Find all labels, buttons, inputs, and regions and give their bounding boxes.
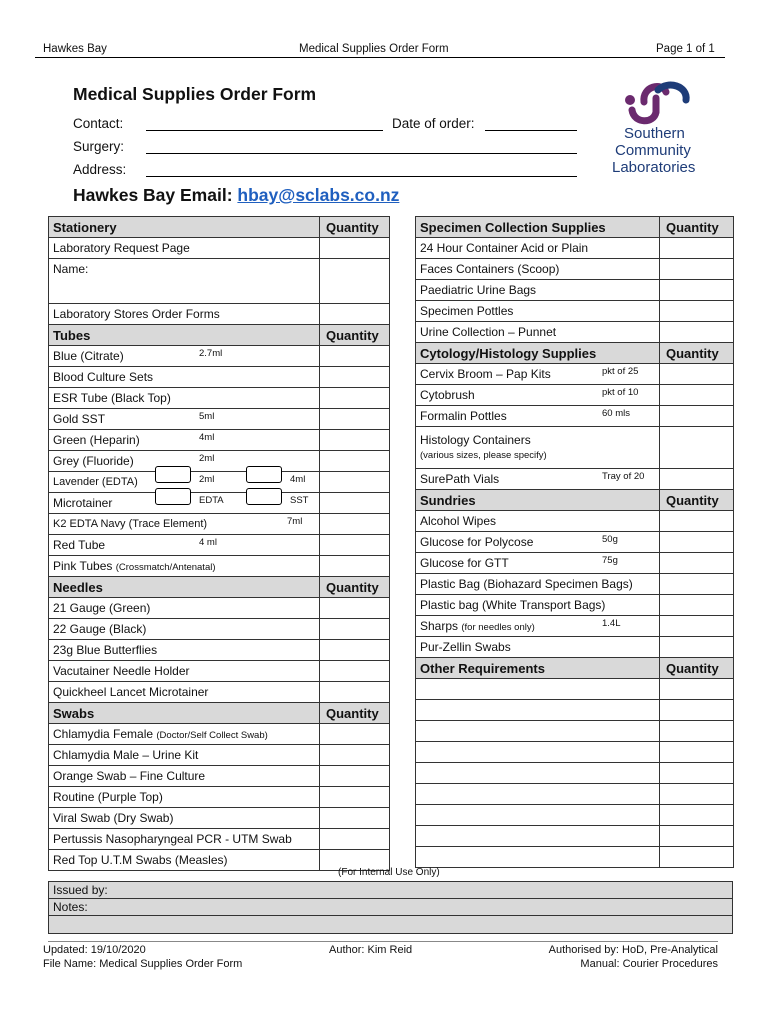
lavender-2ml-checkbox[interactable] xyxy=(155,466,191,483)
contact-label: Contact: xyxy=(73,116,124,131)
microtainer-edta-checkbox[interactable] xyxy=(155,488,191,505)
qty-input[interactable] xyxy=(660,280,734,301)
item-name: Name: xyxy=(49,259,320,304)
section-swabs: Swabs xyxy=(49,703,320,724)
item-swab: Red Top U.T.M Swabs (Measles) xyxy=(49,850,320,871)
qty-input[interactable] xyxy=(320,493,390,514)
quantity-header: Quantity xyxy=(660,217,734,238)
qty-input[interactable] xyxy=(320,619,390,640)
qty-input[interactable] xyxy=(660,532,734,553)
notes-field[interactable] xyxy=(48,899,733,916)
form-title: Medical Supplies Order Form xyxy=(73,84,317,104)
item-swab: Pertussis Nasopharyngeal PCR - UTM Swab xyxy=(49,829,320,850)
item-wipes: Alcohol Wipes xyxy=(416,511,660,532)
footer-left xyxy=(43,944,242,971)
email-label: Hawkes Bay Email: xyxy=(73,185,233,205)
item-specimen: Specimen Pottles xyxy=(416,301,660,322)
qty-input[interactable] xyxy=(660,574,734,595)
qty-input[interactable] xyxy=(320,745,390,766)
quantity-header: Quantity xyxy=(320,577,390,598)
qty-input[interactable] xyxy=(660,385,734,406)
logo-text xyxy=(612,125,695,176)
logo-mark-icon xyxy=(622,80,692,126)
item-histology xyxy=(416,427,660,469)
item-label: Green (Heparin) xyxy=(53,433,140,447)
qty-input[interactable] xyxy=(320,472,390,493)
item-label: Lavender (EDTA) xyxy=(53,476,138,488)
item-needle: 22 Gauge (Black) xyxy=(49,619,320,640)
notes-label: Notes: xyxy=(53,900,88,914)
item-culture: Blood Culture Sets xyxy=(49,367,320,388)
qty-input[interactable] xyxy=(660,553,734,574)
qty-input[interactable] xyxy=(660,637,734,658)
qty-input[interactable] xyxy=(320,766,390,787)
item-sub: (Crossmatch/Antenatal) xyxy=(115,562,216,573)
item-sub: (Doctor/Self Collect Swab) xyxy=(156,730,268,741)
item-note: 5ml xyxy=(199,411,215,422)
left-order-table xyxy=(48,216,390,871)
item-note: 2.7ml xyxy=(199,348,223,359)
qty-input[interactable] xyxy=(660,322,734,343)
item-needle: Quickheel Lancet Microtainer xyxy=(49,682,320,703)
qty-input[interactable] xyxy=(320,724,390,745)
item-formalin xyxy=(416,406,660,427)
item-note: 2ml xyxy=(199,453,215,464)
section-needles: Needles xyxy=(49,577,320,598)
item-note: SST xyxy=(290,495,309,506)
item-label: Cervix Broom – Pap Kits xyxy=(420,367,551,381)
quantity-header: Quantity xyxy=(320,217,390,238)
qty-input[interactable] xyxy=(660,742,734,763)
footer-author: Author: Kim Reid xyxy=(329,944,413,956)
internal-caption: (For Internal Use Only) xyxy=(338,867,440,878)
qty-input[interactable] xyxy=(660,616,734,637)
other-row[interactable] xyxy=(416,721,660,742)
item-note: 4ml xyxy=(199,432,215,443)
section-stationery: Stationery xyxy=(49,217,320,238)
qty-input[interactable] xyxy=(320,787,390,808)
item-label: Formalin Pottles xyxy=(420,409,507,423)
item-note: 7ml xyxy=(287,516,303,527)
issued-by-field[interactable] xyxy=(48,881,733,899)
qty-input[interactable] xyxy=(320,535,390,556)
qty-input[interactable] xyxy=(320,556,390,577)
item-note: 1.4L xyxy=(602,618,621,629)
quantity-header: Quantity xyxy=(660,490,734,511)
item-green xyxy=(49,430,320,451)
other-row[interactable] xyxy=(416,763,660,784)
email-row xyxy=(73,185,399,206)
qty-input[interactable] xyxy=(660,427,734,469)
qty-input[interactable] xyxy=(320,367,390,388)
logo-line-2: Community xyxy=(615,142,691,159)
surgery-field[interactable] xyxy=(146,153,577,154)
other-row[interactable] xyxy=(416,700,660,721)
email-link[interactable]: hbay@sclabs.co.nz xyxy=(237,185,400,205)
item-gold xyxy=(49,409,320,430)
item-sharps xyxy=(416,616,660,637)
qty-input[interactable] xyxy=(660,238,734,259)
section-sundries: Sundries xyxy=(416,490,660,511)
item-label: K2 EDTA Navy (Trace Element) xyxy=(53,518,208,530)
qty-input[interactable] xyxy=(660,721,734,742)
item-sub: (various sizes, please specify) xyxy=(420,449,547,461)
item-note: 4ml xyxy=(290,474,306,485)
item-note: 2ml xyxy=(199,474,215,485)
item-label: Glucose for Polycose xyxy=(420,535,534,549)
logo-line-3: Laboratories xyxy=(612,159,696,176)
microtainer-sst-checkbox[interactable] xyxy=(246,488,282,505)
quantity-header: Quantity xyxy=(320,703,390,724)
quantity-header: Quantity xyxy=(660,658,734,679)
notes-extra[interactable] xyxy=(48,916,733,934)
qty-input[interactable] xyxy=(660,469,734,490)
qty-input[interactable] xyxy=(320,661,390,682)
right-order-table xyxy=(415,216,734,868)
section-other: Other Requirements xyxy=(416,658,660,679)
footer-right xyxy=(549,944,718,971)
item-surepath xyxy=(416,469,660,490)
qty-input[interactable] xyxy=(320,682,390,703)
item-note: EDTA xyxy=(199,495,224,506)
item-chlamydia-female xyxy=(49,724,320,745)
item-gtt xyxy=(416,553,660,574)
footer-updated: Updated: 19/10/2020 xyxy=(43,944,146,956)
header-center: Medical Supplies Order Form xyxy=(299,43,449,55)
qty-input[interactable] xyxy=(320,430,390,451)
qty-input[interactable] xyxy=(320,598,390,619)
qty-input[interactable] xyxy=(660,364,734,385)
item-broom xyxy=(416,364,660,385)
other-row[interactable] xyxy=(416,742,660,763)
qty-input[interactable] xyxy=(660,805,734,826)
quantity-header: Quantity xyxy=(660,343,734,364)
qty-input[interactable] xyxy=(660,679,734,700)
item-label: Red Tube xyxy=(53,538,106,552)
other-row[interactable] xyxy=(416,805,660,826)
item-label: Glucose for GTT xyxy=(420,556,509,570)
quantity-header: Quantity xyxy=(320,325,390,346)
qty-input[interactable] xyxy=(660,700,734,721)
qty-input[interactable] xyxy=(660,763,734,784)
qty-input[interactable] xyxy=(320,451,390,472)
qty-input[interactable] xyxy=(660,511,734,532)
qty-input[interactable] xyxy=(660,847,734,868)
qty-input[interactable] xyxy=(660,595,734,616)
item-red xyxy=(49,535,320,556)
footer-file: File Name: Medical Supplies Order Form xyxy=(43,957,243,970)
item-specimen: Faces Containers (Scoop) xyxy=(416,259,660,280)
item-stores-forms: Laboratory Stores Order Forms xyxy=(49,304,320,325)
item-swab: Chlamydia Male – Urine Kit xyxy=(49,745,320,766)
item-cytobrush xyxy=(416,385,660,406)
item-sub: (for needles only) xyxy=(461,622,535,633)
item-swab: Viral Swab (Dry Swab) xyxy=(49,808,320,829)
item-specimen: Urine Collection – Punnet xyxy=(416,322,660,343)
qty-input[interactable] xyxy=(320,829,390,850)
qty-input[interactable] xyxy=(660,784,734,805)
other-row[interactable] xyxy=(416,826,660,847)
item-pink xyxy=(49,556,320,577)
item-note: pkt of 10 xyxy=(602,387,639,398)
contact-field[interactable] xyxy=(146,130,383,131)
qty-input[interactable] xyxy=(320,346,390,367)
date-label: Date of order: xyxy=(392,116,475,131)
issued-by-label: Issued by: xyxy=(53,883,108,897)
item-note: pkt of 25 xyxy=(602,366,639,377)
item-label: Chlamydia Female xyxy=(53,727,154,741)
lavender-4ml-checkbox[interactable] xyxy=(246,466,282,483)
section-cytology: Cytology/Histology Supplies xyxy=(416,343,660,364)
item-polycose xyxy=(416,532,660,553)
qty-input[interactable] xyxy=(660,301,734,322)
item-label: Sharps xyxy=(420,619,459,633)
other-row[interactable] xyxy=(416,847,660,868)
item-note: 75g xyxy=(602,555,618,566)
qty-input[interactable] xyxy=(660,406,734,427)
item-label: Microtainer xyxy=(53,496,113,510)
item-transport: Plastic bag (White Transport Bags) xyxy=(416,595,660,616)
item-zellin: Pur-Zellin Swabs xyxy=(416,637,660,658)
item-blue xyxy=(49,346,320,367)
qty-input[interactable] xyxy=(320,238,390,259)
section-tubes: Tubes xyxy=(49,325,320,346)
item-note: 50g xyxy=(602,534,618,545)
item-biohazard: Plastic Bag (Biohazard Specimen Bags) xyxy=(416,574,660,595)
item-label: Histology Containers xyxy=(420,432,531,447)
qty-input[interactable] xyxy=(320,388,390,409)
item-needle: 21 Gauge (Green) xyxy=(49,598,320,619)
other-row[interactable] xyxy=(416,784,660,805)
item-note: Tray of 20 xyxy=(602,471,645,482)
item-label: SurePath Vials xyxy=(420,472,500,486)
qty-input[interactable] xyxy=(320,640,390,661)
item-needle: Vacutainer Needle Holder xyxy=(49,661,320,682)
logo-line-1: Southern xyxy=(624,125,685,142)
qty-input[interactable] xyxy=(320,409,390,430)
item-label: Grey (Fluoride) xyxy=(53,454,134,468)
item-note: 4 ml xyxy=(199,537,217,548)
item-k2 xyxy=(49,514,320,535)
item-label: Pink Tubes xyxy=(53,559,113,573)
item-needle: 23g Blue Butterflies xyxy=(49,640,320,661)
qty-input[interactable] xyxy=(320,514,390,535)
item-swab: Routine (Purple Top) xyxy=(49,787,320,808)
other-row[interactable] xyxy=(416,679,660,700)
header-page: Page 1 of 1 xyxy=(656,43,715,55)
item-label: Blue (Citrate) xyxy=(53,349,124,363)
footer-rule xyxy=(48,941,718,942)
date-field[interactable] xyxy=(485,130,577,131)
header-left: Hawkes Bay xyxy=(43,43,107,55)
section-specimen: Specimen Collection Supplies xyxy=(416,217,660,238)
item-label: Gold SST xyxy=(53,412,106,426)
item-esr: ESR Tube (Black Top) xyxy=(49,388,320,409)
footer-manual: Manual: Courier Procedures xyxy=(580,957,718,970)
surgery-label: Surgery: xyxy=(73,139,125,154)
item-specimen: Paediatric Urine Bags xyxy=(416,280,660,301)
header-rule xyxy=(35,57,725,58)
item-specimen: 24 Hour Container Acid or Plain xyxy=(416,238,660,259)
address-label: Address: xyxy=(73,162,127,177)
item-label: Cytobrush xyxy=(420,388,475,402)
address-field[interactable] xyxy=(146,176,577,177)
item-swab: Orange Swab – Fine Culture xyxy=(49,766,320,787)
qty-input[interactable] xyxy=(660,826,734,847)
footer-authorised: Authorised by: HoD, Pre-Analytical xyxy=(548,944,718,956)
qty-input[interactable] xyxy=(320,808,390,829)
qty-input[interactable] xyxy=(320,304,390,325)
item-note: 60 mls xyxy=(602,408,630,419)
item-lab-request: Laboratory Request Page xyxy=(49,238,320,259)
qty-input[interactable] xyxy=(320,259,390,304)
qty-input[interactable] xyxy=(660,259,734,280)
